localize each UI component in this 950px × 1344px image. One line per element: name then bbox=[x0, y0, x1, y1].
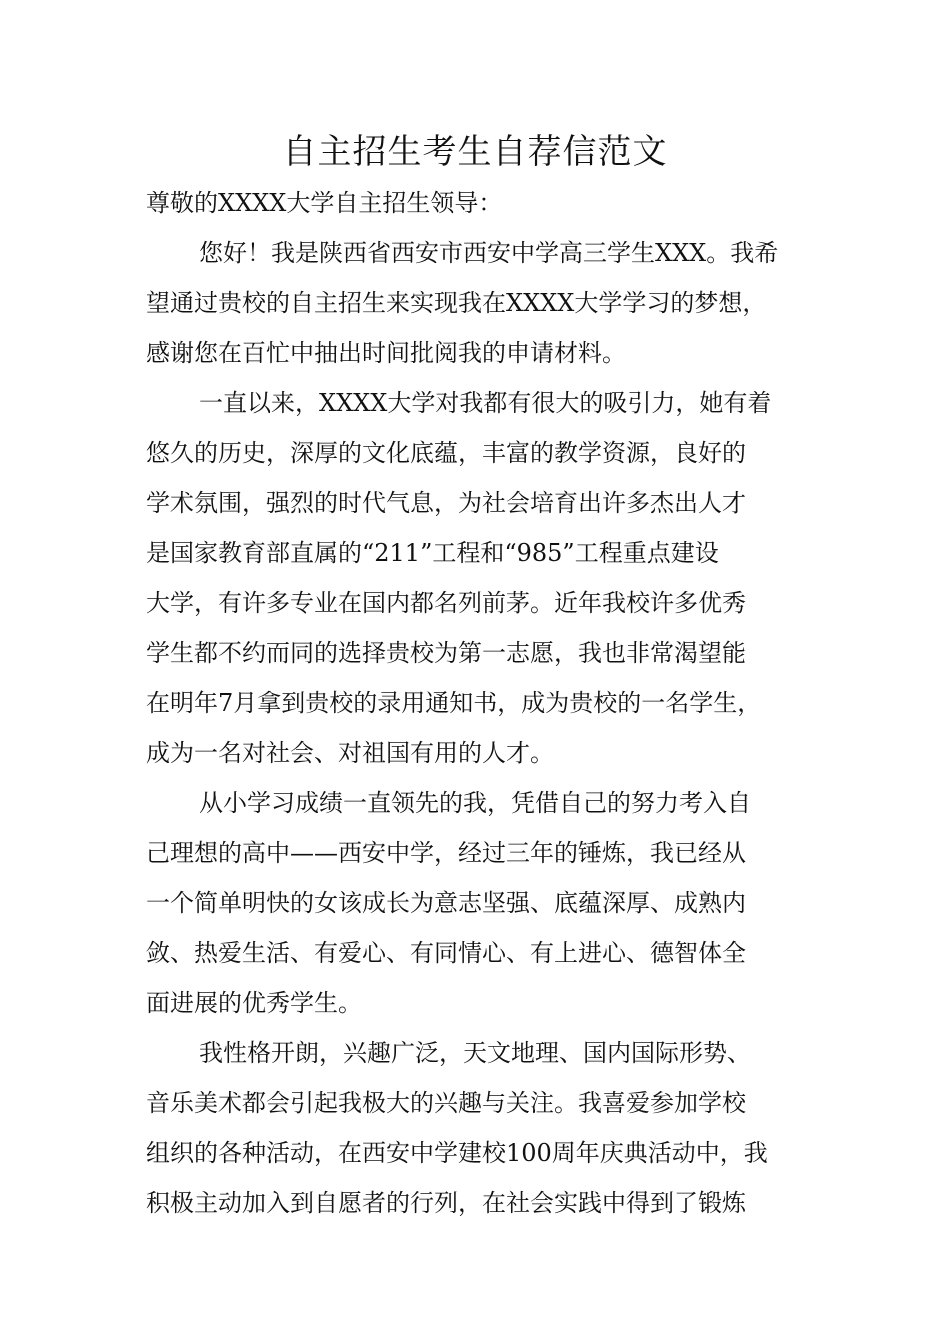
text-line: 积极主动加入到自愿者的行列，在社会实践中得到了锻炼 bbox=[146, 1189, 746, 1217]
text-line: 敛、热爱生活、有爱心、有同情心、有上进心、德智体全 bbox=[146, 939, 746, 967]
document-title: 自主招生考生自荐信范文 bbox=[282, 132, 668, 172]
text-line: 在明年7月拿到贵校的录用通知书，成为贵校的一名学生， bbox=[146, 689, 762, 717]
text-line: 悠久的历史，深厚的文化底蕴，丰富的教学资源，良好的 bbox=[146, 439, 746, 467]
text-line: 己理想的高中——西安中学，经过三年的锤炼，我已经从 bbox=[146, 839, 746, 867]
paragraph-personality bbox=[146, 1028, 806, 1228]
paragraph-background bbox=[146, 778, 806, 1028]
text-line: 您好！我是陕西省西安市西安中学高三学生XXX。我希 bbox=[199, 239, 779, 267]
text-line: 望通过贵校的自主招生来实现我在XXXX大学学习的梦想， bbox=[146, 289, 767, 317]
text-line: 音乐美术都会引起我极大的兴趣与关注。我喜爱参加学校 bbox=[146, 1089, 746, 1117]
salutation: 尊敬的XXXX大学自主招生领导： bbox=[146, 189, 503, 217]
text-line: 我性格开朗，兴趣广泛，天文地理、国内国际形势、 bbox=[199, 1039, 751, 1067]
text-line: 一直以来，XXXX大学对我都有很大的吸引力，她有着 bbox=[199, 389, 772, 417]
text-line: 学生都不约而同的选择贵校为第一志愿，我也非常渴望能 bbox=[146, 639, 746, 667]
text-line: 感谢您在百忙中抽出时间批阅我的申请材料。 bbox=[146, 339, 626, 367]
text-line: 组织的各种活动，在西安中学建校100周年庆典活动中，我 bbox=[146, 1139, 768, 1167]
text-line: 成为一名对社会、对祖国有用的人才。 bbox=[146, 739, 554, 767]
text-line: 从小学习成绩一直领先的我，凭借自己的努力考入自 bbox=[199, 789, 751, 817]
text-line: 大学，有许多专业在国内都名列前茅。近年我校许多优秀 bbox=[146, 589, 746, 617]
paragraph-greeting bbox=[146, 228, 806, 378]
text-line: 面进展的优秀学生。 bbox=[146, 989, 362, 1017]
text-line: 学术氛围，强烈的时代气息，为社会培育出许多杰出人才 bbox=[146, 489, 746, 517]
text-line: 一个简单明快的女该成长为意志坚强、底蕴深厚、成熟内 bbox=[146, 889, 746, 917]
paragraph-university bbox=[146, 378, 806, 778]
letter-body bbox=[146, 178, 806, 1228]
text-line: 是国家教育部直属的“211”工程和“985”工程重点建设 bbox=[146, 539, 719, 567]
